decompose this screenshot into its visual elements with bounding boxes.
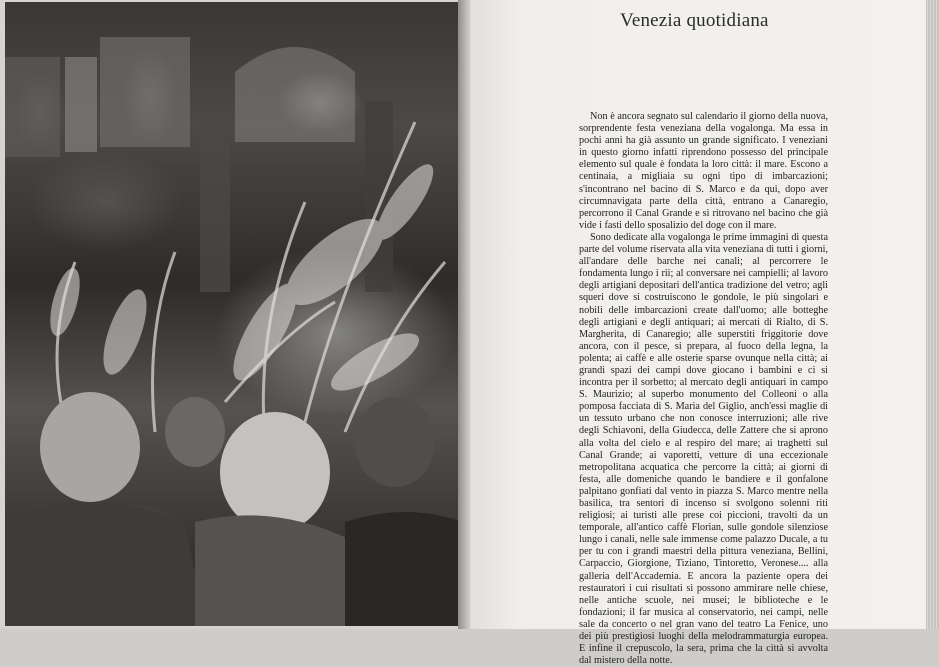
- paragraph: Non è ancora segnato sul calendario il giorno della nuova, sorprendente festa veneziana della vogalonga. Ma essa in pochi anni ha già assunto un grande significato. I veneziani in questo giorno infatti riprendono possesso del principale elemento sul quale è fondata la loro città: il mare. Escono a centinaia, a migliaia su ogni tipo di imbarcazioni; s'incontrano nel bacino di S. Marco e da qui, dopo aver circumnavigata parte della città, entrano a Canaregio, percorrono il Canal Grande e si ritrovano nel bacino che già vide i fasti dello sposalizio del doge con il mare.: [579, 111, 828, 231]
- photo-artwork: [5, 2, 463, 626]
- window: [65, 57, 97, 152]
- page-edge: [926, 0, 939, 629]
- page-title: Venezia quotidiana: [620, 10, 769, 31]
- paragraph: Sono dedicate alla vogalonga le prime immagini di questa parte del volume riservata alla vita veneziana di tutti i giorni, all'andare delle barche nei canali; al percorrere le fondamenta lungo i rii; al conversare nei campielli; al lavoro degli artigiani depositari dell'antica tradizione del vetro; agli squeri dove si costruiscono le gondole, le più singolari e nobili delle imbarcazioni create dall'uomo; alle botteghe degli artigiani e degli antiquari; ai mercati di Rialto, di S. Margherita, di Canaregio; alle superstiti friggitorie dove ancora, con il pesce, si prepara, al fuoco della legna, la polenta; ai caffè e alle osterie sparse ovunque nella città; ai grandi spazi dei campi dove giocano i bambini e ci si incontra per il sorbetto; al mercato degli antiquari in campo S. Maurizio; al superbo monumento del Colleoni o alla pomposa facciata di S. Maria del Giglio, anch'essi maglie di un tessuto urbano che non conosce interruzioni; alle rive degli Schiavoni, della Giudecca, delle Zattere che si aprono alla volta del cielo e al respiro del mare; ai traghetti sul Canal Grande; ai vaporetti, vetture di una eccezionale metropolitana acquatica che percorre la città; ai giorni di festa, alle domeniche quando le bandiere e il gonfalone palpitano gonfiati dal vento in piazza S. Marco mentre nella basilica, tra sentori di incenso si svolgono solenni riti religiosi; ai turisti alle prese coi piccioni, travolti da un temporale, all'antico caffè Florian, sulle gondole silenziose lungo i canali, nelle sale immense come palazzo Ducale, a tu per tu con i grandi maestri della pittura veneziana, Bellini, Carpaccio, Giorgione, Tiziano, Tintoretto, Veronese.... alla galleria dell'Accademia. E ancora la paziente opera dei restauratori i cui risultati si possono ammirare nelle chiese, nelle antiche scuole, nei musei; le biblioteche e le fondazioni; il far musica al conservatorio, nei campi, nelle sale da concerto o nel gran vano del teatro La Fenice, uno dei più prestigiosi luoghi della melodrammaturgia europea. E infine il crepuscolo, la sera, prima che la città si avvolta dal mistero della notte.: [579, 231, 828, 667]
- painting-panel: [100, 37, 190, 147]
- arched-painting: [235, 47, 355, 142]
- painting-panel: [5, 57, 60, 157]
- column: [365, 102, 393, 292]
- column: [200, 122, 230, 292]
- crowd: [5, 392, 463, 626]
- body-text: [579, 111, 828, 667]
- church-procession-photo: [5, 2, 463, 626]
